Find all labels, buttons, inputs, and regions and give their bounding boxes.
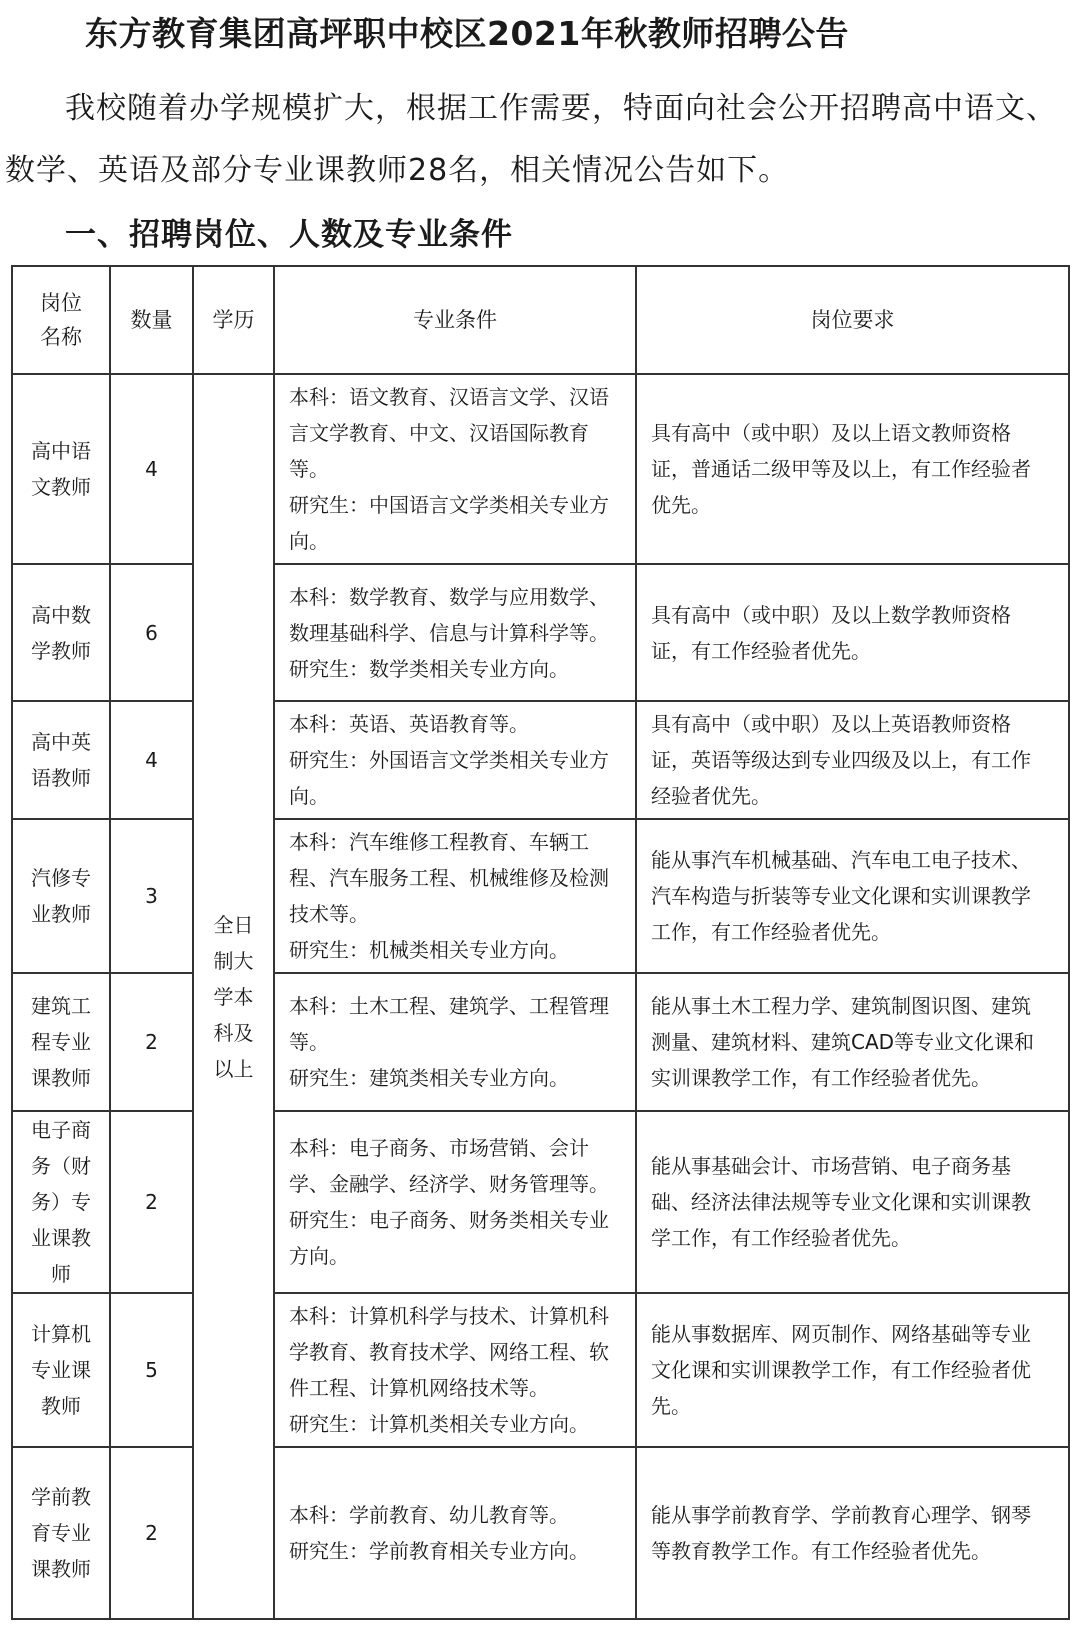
table-row [12, 1447, 1069, 1619]
position-cell: 高中语文教师 [12, 374, 110, 564]
count-cell: 4 [110, 374, 193, 564]
page-title: 东方教育集团高坪职中校区2021年秋教师招聘公告 [85, 14, 849, 53]
major-undergrad: 本科：电子商务、市场营销、会计学、金融学、经济学、财务管理等。 [289, 1136, 609, 1196]
major-cell [274, 564, 636, 701]
major-undergrad: 本科：英语、英语教育等。 [289, 712, 529, 736]
position-cell: 汽修专业教师 [12, 819, 110, 973]
header-major: 专业条件 [274, 266, 636, 374]
major-graduate: 研究生：外国语言文学类相关专业方向。 [289, 748, 609, 808]
count-cell: 4 [110, 701, 193, 819]
position-cell: 高中数学教师 [12, 564, 110, 701]
header-education: 学历 [193, 266, 274, 374]
major-cell [274, 374, 636, 564]
count-cell: 3 [110, 819, 193, 973]
requirement-cell: 能从事数据库、网页制作、网络基础等专业文化课和实训课教学工作，有工作经验者优先。 [636, 1293, 1069, 1447]
table-row [12, 973, 1069, 1111]
major-undergrad: 本科：汽车维修工程教育、车辆工程、汽车服务工程、机械维修及检测技术等。 [289, 830, 609, 926]
major-cell [274, 1447, 636, 1619]
major-graduate: 研究生：学前教育相关专业方向。 [289, 1539, 589, 1563]
major-graduate: 研究生：电子商务、财务类相关专业方向。 [289, 1208, 609, 1268]
position-cell: 学前教育专业课教师 [12, 1447, 110, 1619]
major-graduate: 研究生：计算机类相关专业方向。 [289, 1412, 589, 1436]
header-requirement: 岗位要求 [636, 266, 1069, 374]
requirement-cell: 具有高中（或中职）及以上语文教师资格证，普通话二级甲等及以上，有工作经验者优先。 [636, 374, 1069, 564]
requirement-cell: 能从事土木工程力学、建筑制图识图、建筑测量、建筑材料、建筑CAD等专业文化课和实训课教学工作，有工作经验者优先。 [636, 973, 1069, 1111]
requirement-cell: 具有高中（或中职）及以上英语教师资格证，英语等级达到专业四级及以上，有工作经验者优先。 [636, 701, 1069, 819]
major-undergrad: 本科：语文教育、汉语言文学、汉语言文学教育、中文、汉语国际教育等。 [289, 385, 609, 481]
major-graduate: 研究生：数学类相关专业方向。 [289, 656, 569, 681]
position-cell: 建筑工程专业课教师 [12, 973, 110, 1111]
position-cell: 高中英语教师 [12, 701, 110, 819]
table-row [12, 1111, 1069, 1293]
table-row [12, 819, 1069, 973]
count-cell: 2 [110, 973, 193, 1111]
table-header-row [12, 266, 1069, 374]
header-count: 数量 [110, 266, 193, 374]
position-cell: 计算机专业课教师 [12, 1293, 110, 1447]
education-cell: 全日制大学本科及以上 [193, 374, 274, 1619]
count-cell: 2 [110, 1111, 193, 1293]
position-cell: 电子商务（财务）专业课教师 [12, 1111, 110, 1293]
intro-paragraph: 我校随着办学规模扩大，根据工作需要，特面向社会公开招聘高中语文、数学、英语及部分专业课教师28名，相关情况公告如下。 [5, 91, 1057, 188]
table-row [12, 374, 1069, 564]
count-cell: 5 [110, 1293, 193, 1447]
major-graduate: 研究生：建筑类相关专业方向。 [289, 1066, 569, 1090]
section-heading: 一、招聘岗位、人数及专业条件 [65, 217, 513, 253]
table-row [12, 701, 1069, 819]
major-undergrad: 本科：数学教育、数学与应用数学、数理基础科学、信息与计算科学等。 [289, 584, 609, 645]
table-row [12, 564, 1069, 701]
count-cell: 6 [110, 564, 193, 701]
requirement-cell: 能从事汽车机械基础、汽车电工电子技术、汽车构造与折装等专业文化课和实训课教学工作，有工作经验者优先。 [636, 819, 1069, 973]
major-cell [274, 1111, 636, 1293]
requirement-cell: 能从事基础会计、市场营销、电子商务基础、经济法律法规等专业文化课和实训课教学工作，有工作经验者优先。 [636, 1111, 1069, 1293]
major-cell [274, 701, 636, 819]
major-cell [274, 973, 636, 1111]
requirement-cell: 具有高中（或中职）及以上数学教师资格证，有工作经验者优先。 [636, 564, 1069, 701]
major-graduate: 研究生：机械类相关专业方向。 [289, 938, 569, 962]
major-graduate: 研究生：中国语言文学类相关专业方向。 [289, 493, 609, 553]
count-cell: 2 [110, 1447, 193, 1619]
header-position: 岗位名称 [12, 266, 110, 374]
recruitment-table [11, 265, 1070, 1620]
major-cell [274, 819, 636, 973]
major-undergrad: 本科：土木工程、建筑学、工程管理等。 [289, 994, 609, 1054]
major-cell [274, 1293, 636, 1447]
major-undergrad: 本科：计算机科学与技术、计算机科学教育、教育技术学、网络工程、软件工程、计算机网络技术等。 [289, 1304, 609, 1400]
table-row [12, 1293, 1069, 1447]
requirement-cell: 能从事学前教育学、学前教育心理学、钢琴等教育教学工作。有工作经验者优先。 [636, 1447, 1069, 1619]
major-undergrad: 本科：学前教育、幼儿教育等。 [289, 1503, 569, 1527]
